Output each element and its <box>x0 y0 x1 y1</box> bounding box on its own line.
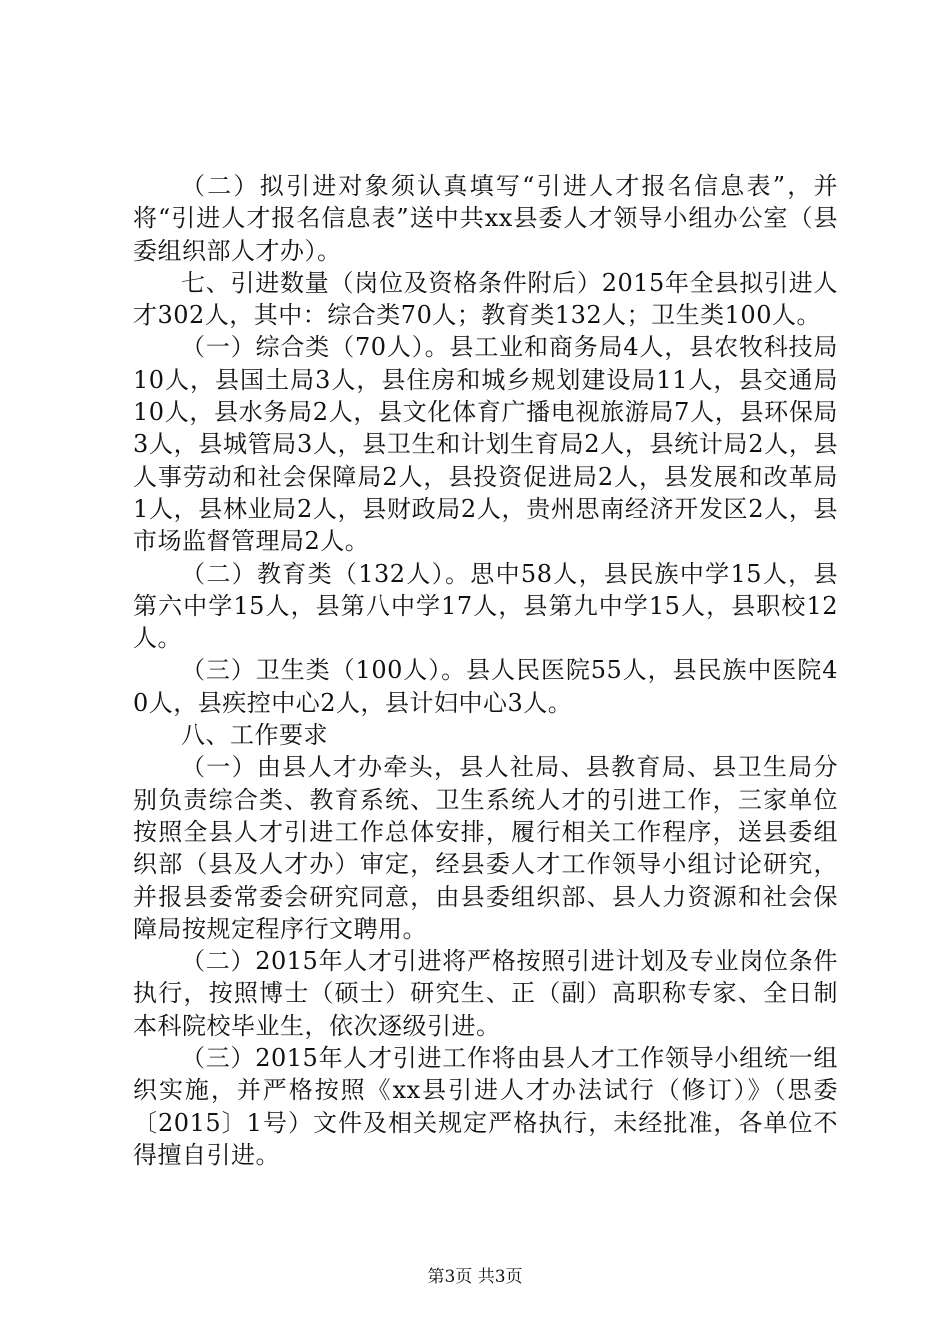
heading-section-eight: 八、工作要求 <box>181 721 328 750</box>
paragraph-requirement-one: （一）由县人才办牵头，县人社局、县教育局、县卫生局分别负责综合类、教育系统、卫生系统人才的引进工作，三家单位按照全县人才引进工作总体安排，履行相关工作程序，送县委组织部（县及人才办）审定，经县委人才工作领导小组讨论研究，并报县委常委会研究同意，由县委组织部、县人力资源和社会保障局按规定程序行文聘用。 <box>133 753 838 943</box>
page-footer: 第3页 共3页 <box>427 1267 523 1287</box>
paragraph-education: （二）教育类（132人）。思中58人，县民族中学15人，县第六中学15人，县第八中学17人，县第九中学15人，县职校12人。 <box>133 559 838 653</box>
paragraph-requirement-three: （三）2015年人才引进工作将由县人才工作领导小组统一组织实施，并严格按照《xx县引进人才办法试行（修订）》（思委〔2015〕1号）文件及相关规定严格执行，未经批准，各单位不得擅自引进。 <box>133 1044 838 1169</box>
paragraph-submission: （二）拟引进对象须认真填写“引进人才报名信息表”，并将“引进人才报名信息表”送中共xx县委人才领导小组办公室（县委组织部人才办）。 <box>133 172 838 265</box>
document-body <box>133 170 838 1171</box>
paragraph-requirement-two: （二）2015年人才引进将严格按照引进计划及专业岗位条件执行，按照博士（硕士）研究生、正（副）高职称专家、全日制本科院校毕业生，依次逐级引进。 <box>133 947 838 1040</box>
paragraph-health: （三）卫生类（100人）。县人民医院55人，县民族中医院40人，县疾控中心2人，县计妇中心3人。 <box>133 656 838 717</box>
paragraph-section-seven: 七、引进数量（岗位及资格条件附后）2015年全县拟引进人才302人，其中：综合类70人；教育类132人；卫生类100人。 <box>133 268 838 330</box>
paragraph-comprehensive: （一）综合类（70人）。县工业和商务局4人，县农牧科技局10人，县国土局3人，县住房和城乡规划建设局11人，县交通局10人，县水务局2人，县文化体育广播电视旅游局7人，县环保局3人，县城管局3人，县卫生和计划生育局2人，县统计局2人，县人事劳动和社会保障局2人，县投资促进局2人，县发展和改革局1人，县林业局2人，县财政局2人，贵州思南经济开发区2人，县市场监督管理局2人。 <box>133 333 838 556</box>
